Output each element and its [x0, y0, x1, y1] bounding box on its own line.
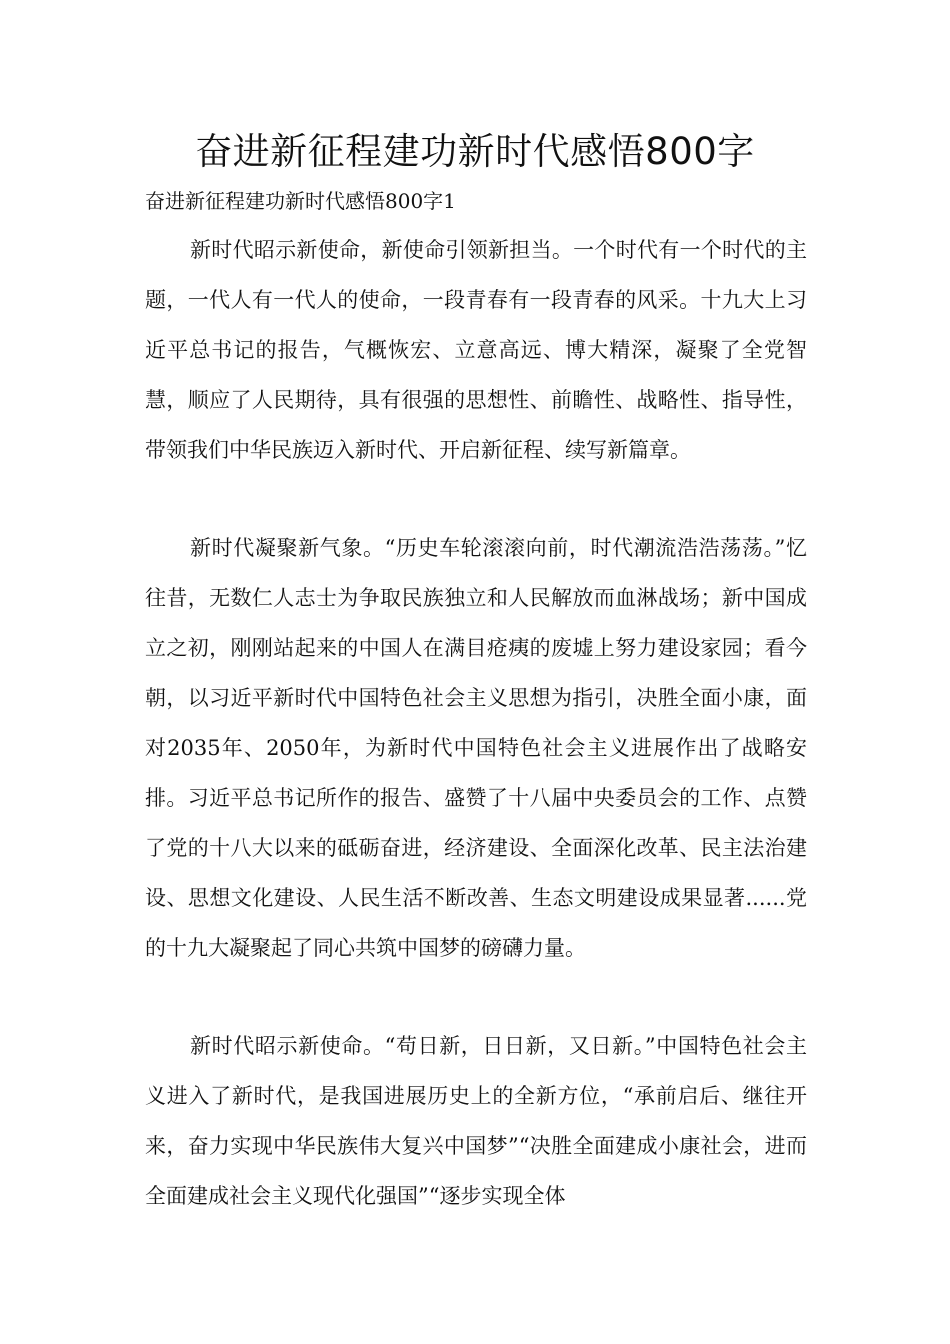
- paragraph: 新时代昭示新使命。“苟日新，日日新，又日新。”中国特色社会主义进入了新时代，是我国进展历史上的全新方位，“承前启后、继往开来，奋力实现中华民族伟大复兴中国梦”“决胜全面建成小康社会，进而全面建成社会主义现代化强国”“逐步实现全体: [145, 1034, 807, 1208]
- document-subtitle: 奋进新征程建功新时代感悟800字1: [145, 189, 456, 213]
- document-title: 奋进新征程建功新时代感悟800字: [195, 130, 755, 173]
- paragraph: 新时代昭示新使命，新使命引领新担当。一个时代有一个时代的主题，一代人有一代人的使命，一段青春有一段青春的风采。十九大上习近平总书记的报告，气概恢宏、立意高远、博大精深，凝聚了全党智慧，顺应了人民期待，具有很强的思想性、前瞻性、战略性、指导性，带领我们中华民族迈入新时代、开启新征程、续写新篇章。: [145, 238, 807, 462]
- paragraph: 新时代凝聚新气象。“历史车轮滚滚向前，时代潮流浩浩荡荡。”忆往昔，无数仁人志士为争取民族独立和人民解放而血淋战场；新中国成立之初，刚刚站起来的中国人在满目疮痍的废墟上努力建设家园；看今朝，以习近平新时代中国特色社会主义思想为指引，决胜全面小康，面对2035年、2050年，为新时代中国特色社会主义进展作出了战略安排。习近平总书记所作的报告、盛赞了十八届中央委员会的工作、点赞了党的十八大以来的砥砺奋进，经济建设、全面深化改革、民主法治建设、思想文化建设、人民生活不断改善、生态文明建设成果显著......党的十九大凝聚起了同心共筑中国梦的磅礴力量。: [145, 536, 807, 960]
